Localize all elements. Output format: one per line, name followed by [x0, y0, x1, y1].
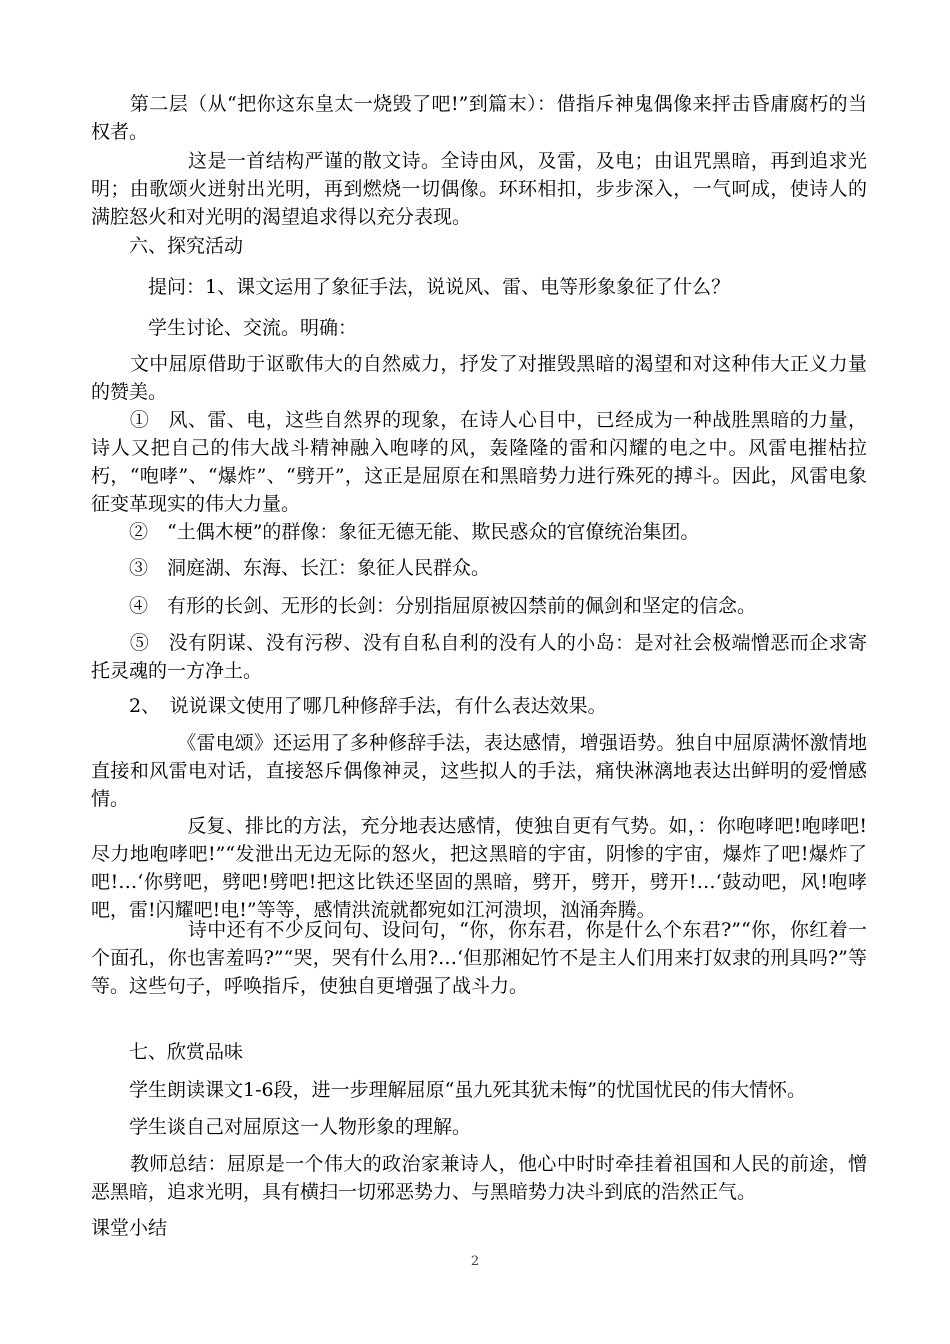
paragraph-teacher-summary: 教师总结：屈原是一个伟大的政治家兼诗人，他心中时时牵挂着祖国和人民的前途，憎恶黑暗，追求光明，具有横扫一切邪恶势力、与黑暗势力决斗到底的浩然正气。 [91, 1153, 867, 1203]
paragraph-praise: 文中屈原借助于讴歌伟大的自然威力，抒发了对摧毁黑暗的渴望和对这种伟大正义力量的赞美。 [91, 353, 867, 403]
paragraph-repetition: 反复、排比的方法，充分地表达感情，使独自更有气势。如，：你咆哮吧!咆哮吧!尽力地咆哮吧!”“发泄出无边无际的怒火，把这黑暗的宇宙，阴惨的宇宙，爆炸了吧!爆炸了吧!…‘你劈吧，劈吧!劈吧!把这比铁还坚固的黑暗，劈开，劈开，劈开!…‘鼓动吧，风!咆哮吧，雷!闪耀吧!电!”等等，感情洪流就都宛如江河溃坝，汹涌奔腾。 [91, 815, 867, 921]
list-item-4: ④ 有形的长剑、无形的长剑：分别指屈原被囚禁前的佩剑和坚定的信念。 [91, 595, 757, 617]
paragraph-structure-summary: 这是一首结构严谨的散文诗。全诗由风，及雷，及电；由诅咒黑暗，再到追求光明；由歌颂火迸射出光明，再到燃烧一切偶像。环环相扣，步步深入，一气呵成，使诗人的满腔怒火和对光明的渴望追求得以充分表现。 [91, 150, 867, 228]
section-heading-class-summary: 课堂小结 [91, 1217, 168, 1239]
paragraph-question-1: 提问：1、课文运用了象征手法，说说风、雷、电等形象象征了什么？ [91, 276, 731, 298]
paragraph-discussion: 学生讨论、交流。明确： [91, 317, 358, 339]
paragraph-rhetorical-questions: 诗中还有不少反问句、设问句，“你，你东君，你是什么个东君?”“你，你红着一个面孔，你也害羞吗?”“哭，哭有什么用?…‘但那湘妃竹不是主人们用来打奴隶的刑具吗?”等等。这些句子，呼唤指斥，使独自更增强了战斗力。 [91, 919, 867, 997]
section-heading-inquiry: 六、探究活动 [91, 235, 244, 257]
list-item-3: ③ 洞庭湖、东海、长江：象征人民群众。 [91, 557, 491, 579]
page-number: 2 [470, 1254, 480, 1269]
section-heading-appreciation: 七、欣赏品味 [91, 1041, 244, 1063]
paragraph-question-2: 2、 说说课文使用了哪几种修辞手法，有什么表达效果。 [91, 695, 607, 717]
paragraph-second-layer: 第二层（从“把你这东皇太一烧毁了吧!”到篇末）：借指斥神鬼偶像来抨击昏庸腐朽的当权者。 [91, 93, 867, 143]
list-item-2: ② “土偶木梗”的群像：象征无德无能、欺民惑众的官僚统治集团。 [91, 521, 700, 543]
paragraph-reading: 学生朗读课文1-6段，进一步理解屈原“虽九死其犹未悔”的忧国忧民的伟大情怀。 [91, 1079, 807, 1101]
paragraph-rhetoric: 《雷电颂》还运用了多种修辞手法，表达感情，增强语势。独自中屈原满怀激情地直接和风雷电对话，直接怒斥偶像神灵，这些拟人的手法，痛快淋漓地表达出鲜明的爱憎感情。 [91, 732, 867, 810]
list-item-1: ① 风、雷、电，这些自然界的现象，在诗人心目中，已经成为一种战胜黑暗的力量，诗人又把自己的伟大战斗精神融入咆哮的风，轰隆隆的雷和闪耀的电之中。风雷电摧枯拉朽，“咆哮”、“爆炸”、“劈开”，这正是屈原在和黑暗势力进行殊死的搏斗。因此，风雷电象征变革现实的伟大力量。 [91, 409, 867, 515]
list-item-5: ⑤ 没有阴谋、没有污秽、没有自私自利的没有人的小岛：是对社会极端憎恶而企求寄托灵魂的一方净土。 [91, 632, 867, 682]
paragraph-understanding: 学生谈自己对屈原这一人物形象的理解。 [91, 1116, 472, 1138]
